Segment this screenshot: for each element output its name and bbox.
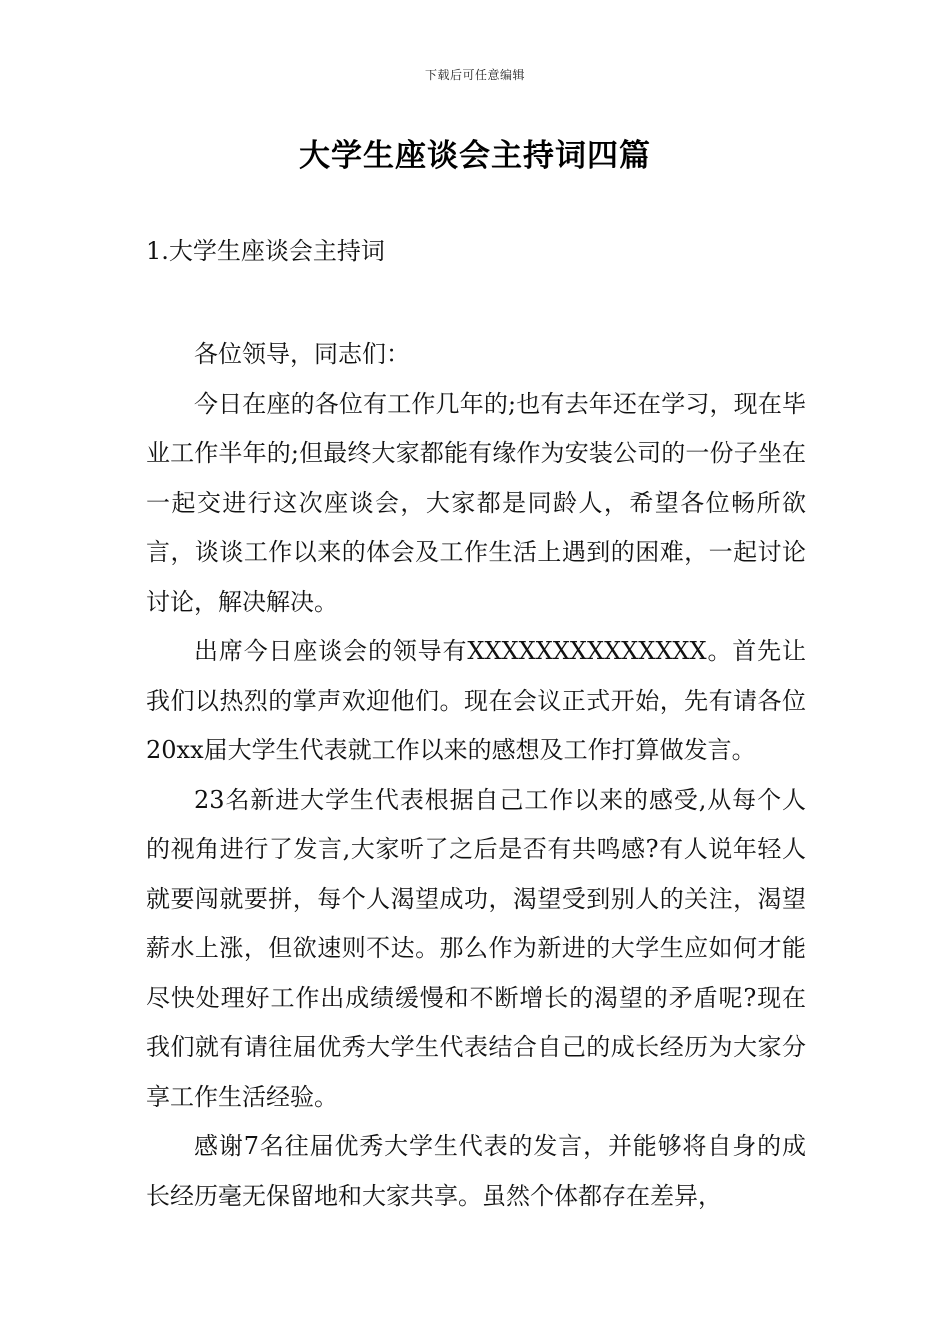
paragraph: 感谢7名往届优秀大学生代表的发言，并能够将自身的成长经历毫无保留地和大家共享。虽然个体都存在差异， (146, 1132, 806, 1210)
body-text (146, 330, 806, 1221)
header-note: 下载后可任意编辑 (424, 68, 525, 82)
paragraph: 各位领导，同志们： (194, 340, 410, 368)
paragraph: 23名新进大学生代表根据自己工作以来的感受,从每个人的视角进行了发言,大家听了之后是否有共鸣感?有人说年轻人就要闯就要拼，每个人渴望成功，渴望受到别人的关注，渴望薪水上涨，但欲速则不达。那么作为新进的大学生应如何才能尽快处理好工作出成绩缓慢和不断增长的渴望的矛盾呢?现在我们就有请往届优秀大学生代表结合自己的成长经历为大家分享工作生活经验。 (146, 785, 806, 1111)
section-heading: 1.大学生座谈会主持词 (146, 237, 385, 265)
document-title: 大学生座谈会主持词四篇 (299, 138, 651, 174)
paragraph: 今日在座的各位有工作几年的;也有去年还在学习，现在毕业工作半年的;但最终大家都能有缘作为安装公司的一份子坐在一起交进行这次座谈会，大家都是同龄人，希望各位畅所欲言，谈谈工作以来的体会及工作生活上遇到的困难，一起讨论讨论，解决解决。 (146, 389, 806, 616)
paragraph: 出席今日座谈会的领导有XXXXXXXXXXXXXX。首先让我们以热烈的掌声欢迎他们。现在会议正式开始，先有请各位20xx届大学生代表就工作以来的感想及工作打算做发言。 (146, 637, 806, 764)
